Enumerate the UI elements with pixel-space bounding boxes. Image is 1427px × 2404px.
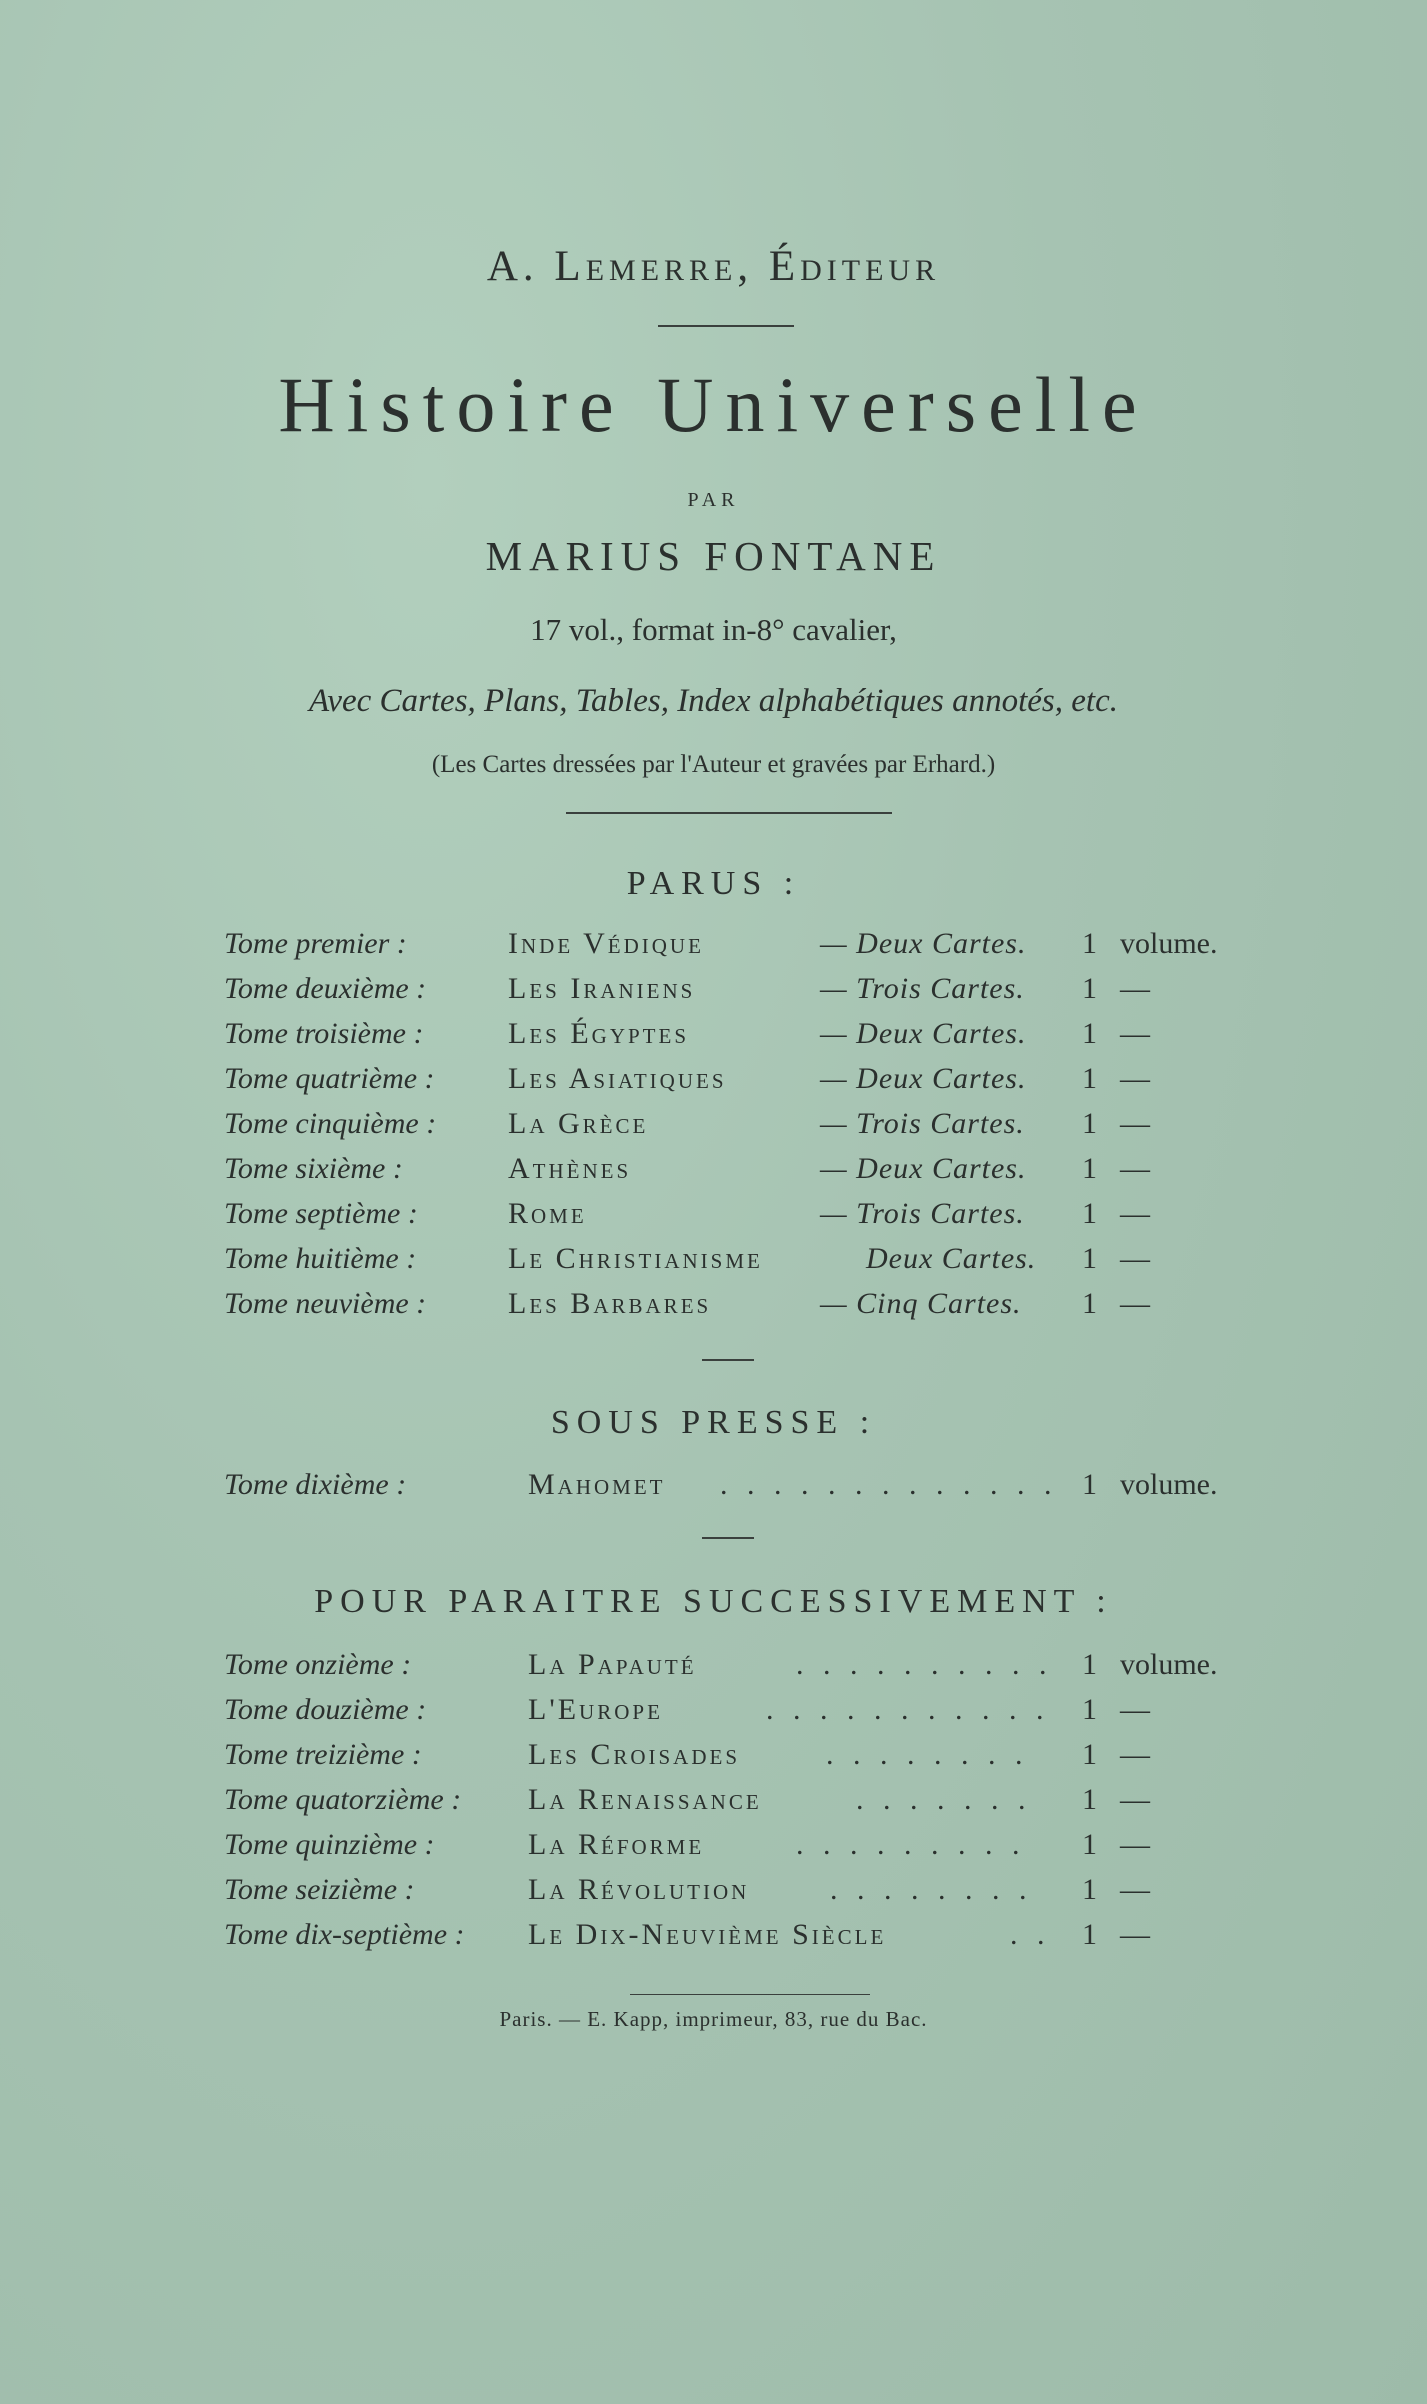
table-row (0, 927, 1427, 971)
sous-presse-heading: SOUS PRESSE : (550, 1404, 877, 1441)
parus-heading: PARUS : (626, 865, 801, 902)
table-row (0, 1648, 1427, 1692)
subject: Les Barbares (508, 1287, 712, 1320)
dot-leader: . . . . . . . . (826, 1738, 1029, 1771)
dot-leader: . . . . . . . . . . (796, 1648, 1053, 1681)
subject: Le Dix-Neuvième Siècle (528, 1918, 887, 1951)
volume-count: 1 (1082, 1107, 1097, 1140)
subject: Les Iraniens (508, 972, 696, 1005)
table-row (0, 972, 1427, 1016)
volume-label: — (1120, 1107, 1150, 1140)
tome-label: Tome cinquième : (224, 1107, 437, 1140)
table-row (0, 1873, 1427, 1917)
tome-label: Tome dix-septième : (224, 1918, 465, 1951)
divider (702, 1359, 754, 1361)
volume-label: — (1120, 1693, 1150, 1726)
subject: L'Europe (528, 1693, 663, 1726)
divider (702, 1537, 754, 1539)
subject: Mahomet (528, 1468, 666, 1501)
volume-label: volume. (1120, 1648, 1218, 1681)
volume-label: volume. (1120, 927, 1218, 960)
volume-label: — (1120, 1197, 1150, 1230)
table-row (0, 1197, 1427, 1241)
tome-label: Tome seizième : (224, 1873, 415, 1906)
table-row (0, 1287, 1427, 1331)
volume-count: 1 (1082, 1648, 1097, 1681)
subject: Athènes (508, 1152, 632, 1185)
volume-count: 1 (1082, 1062, 1097, 1095)
divider (658, 325, 794, 327)
volume-count: 1 (1082, 972, 1097, 1005)
subject: Les Égyptes (508, 1017, 690, 1050)
maps-info: — Deux Cartes. (820, 927, 1027, 960)
volume-count: 1 (1082, 1828, 1097, 1861)
volume-label: — (1120, 1783, 1150, 1816)
table-row (0, 1828, 1427, 1872)
by-label: PAR (687, 489, 740, 511)
credits-line: (Les Cartes dressées par l'Auteur et gravées par Erhard.) (431, 751, 996, 778)
volume-label: volume. (1120, 1468, 1218, 1501)
volume-count: 1 (1082, 1738, 1097, 1771)
subject: Inde Védique (508, 927, 704, 960)
volume-count: 1 (1082, 1287, 1097, 1320)
tome-label: Tome huitième : (224, 1242, 417, 1275)
pour-paraitre-heading: POUR PARAITRE SUCCESSIVEMENT : (314, 1583, 1113, 1620)
table-row (0, 1918, 1427, 1962)
tome-label: Tome quatrième : (224, 1062, 435, 1095)
volume-label: — (1120, 1738, 1150, 1771)
subject: La Révolution (528, 1873, 750, 1906)
subject: Rome (508, 1197, 587, 1230)
dot-leader: . . . . . . . . (830, 1873, 1033, 1906)
divider (630, 1994, 870, 1995)
maps-info: Deux Cartes. (866, 1242, 1037, 1275)
maps-info: — Deux Cartes. (820, 1062, 1027, 1095)
subject: Le Christianisme (508, 1242, 763, 1275)
tome-label: Tome neuvième : (224, 1287, 427, 1320)
volume-label: — (1120, 1287, 1150, 1320)
format-line: 17 vol., format in-8° cavalier, (530, 612, 897, 647)
publisher-line: A. Lemerre, Éditeur (486, 243, 941, 290)
table-row (0, 1693, 1427, 1737)
volume-label: — (1120, 1873, 1150, 1906)
volume-label: — (1120, 1242, 1150, 1275)
tome-label: Tome douzième : (224, 1693, 427, 1726)
volume-label: — (1120, 1017, 1150, 1050)
dot-leader: . . . . . . . . . . . . . (720, 1468, 1058, 1501)
table-row (0, 1107, 1427, 1151)
tome-label: Tome quinzième : (224, 1828, 435, 1861)
maps-info: — Deux Cartes. (820, 1152, 1027, 1185)
maps-info: — Trois Cartes. (820, 1197, 1025, 1230)
subject: Les Croisades (528, 1738, 741, 1771)
table-row (0, 1017, 1427, 1061)
volume-label: — (1120, 1918, 1150, 1951)
volume-count: 1 (1082, 1017, 1097, 1050)
table-row (0, 1783, 1427, 1827)
dot-leader: . . (1010, 1918, 1051, 1951)
subject: La Papauté (528, 1648, 697, 1681)
tome-label: Tome treizième : (224, 1738, 422, 1771)
volume-count: 1 (1082, 927, 1097, 960)
volume-label: — (1120, 1152, 1150, 1185)
author-name: MARIUS FONTANE (485, 533, 942, 579)
subject: La Renaissance (528, 1783, 762, 1816)
tome-label: Tome deuxième : (224, 972, 427, 1005)
dot-leader: . . . . . . . (856, 1783, 1032, 1816)
subject: Les Asiatiques (508, 1062, 727, 1095)
table-row (0, 1062, 1427, 1106)
page-title: Histoire Universelle (278, 361, 1149, 448)
volume-count: 1 (1082, 1693, 1097, 1726)
volume-count: 1 (1082, 1873, 1097, 1906)
volume-count: 1 (1082, 1242, 1097, 1275)
table-row (0, 1738, 1427, 1782)
tome-label: Tome dixième : (224, 1468, 407, 1501)
divider (566, 812, 892, 814)
tome-label: Tome premier : (224, 927, 407, 960)
tome-label: Tome onzième : (224, 1648, 412, 1681)
table-row (0, 1468, 1427, 1512)
volume-count: 1 (1082, 1468, 1097, 1501)
dot-leader: . . . . . . . . . . . (766, 1693, 1050, 1726)
extras-line: Avec Cartes, Plans, Tables, Index alphabétiques annotés, etc. (309, 683, 1118, 719)
subject: La Grèce (508, 1107, 649, 1140)
printer-imprint: Paris. — E. Kapp, imprimeur, 83, rue du Bac. (499, 2007, 928, 2031)
tome-label: Tome quatorzième : (224, 1783, 462, 1816)
maps-info: — Trois Cartes. (820, 972, 1025, 1005)
volume-label: — (1120, 972, 1150, 1005)
volume-label: — (1120, 1828, 1150, 1861)
table-row (0, 1242, 1427, 1286)
dot-leader: . . . . . . . . . (796, 1828, 1026, 1861)
volume-count: 1 (1082, 1152, 1097, 1185)
subject: La Réforme (528, 1828, 705, 1861)
volume-count: 1 (1082, 1197, 1097, 1230)
tome-label: Tome troisième : (224, 1017, 424, 1050)
maps-info: — Trois Cartes. (820, 1107, 1025, 1140)
maps-info: — Cinq Cartes. (820, 1287, 1022, 1320)
maps-info: — Deux Cartes. (820, 1017, 1027, 1050)
volume-count: 1 (1082, 1783, 1097, 1816)
tome-label: Tome septième : (224, 1197, 418, 1230)
table-row (0, 1152, 1427, 1196)
volume-count: 1 (1082, 1918, 1097, 1951)
tome-label: Tome sixième : (224, 1152, 403, 1185)
volume-label: — (1120, 1062, 1150, 1095)
